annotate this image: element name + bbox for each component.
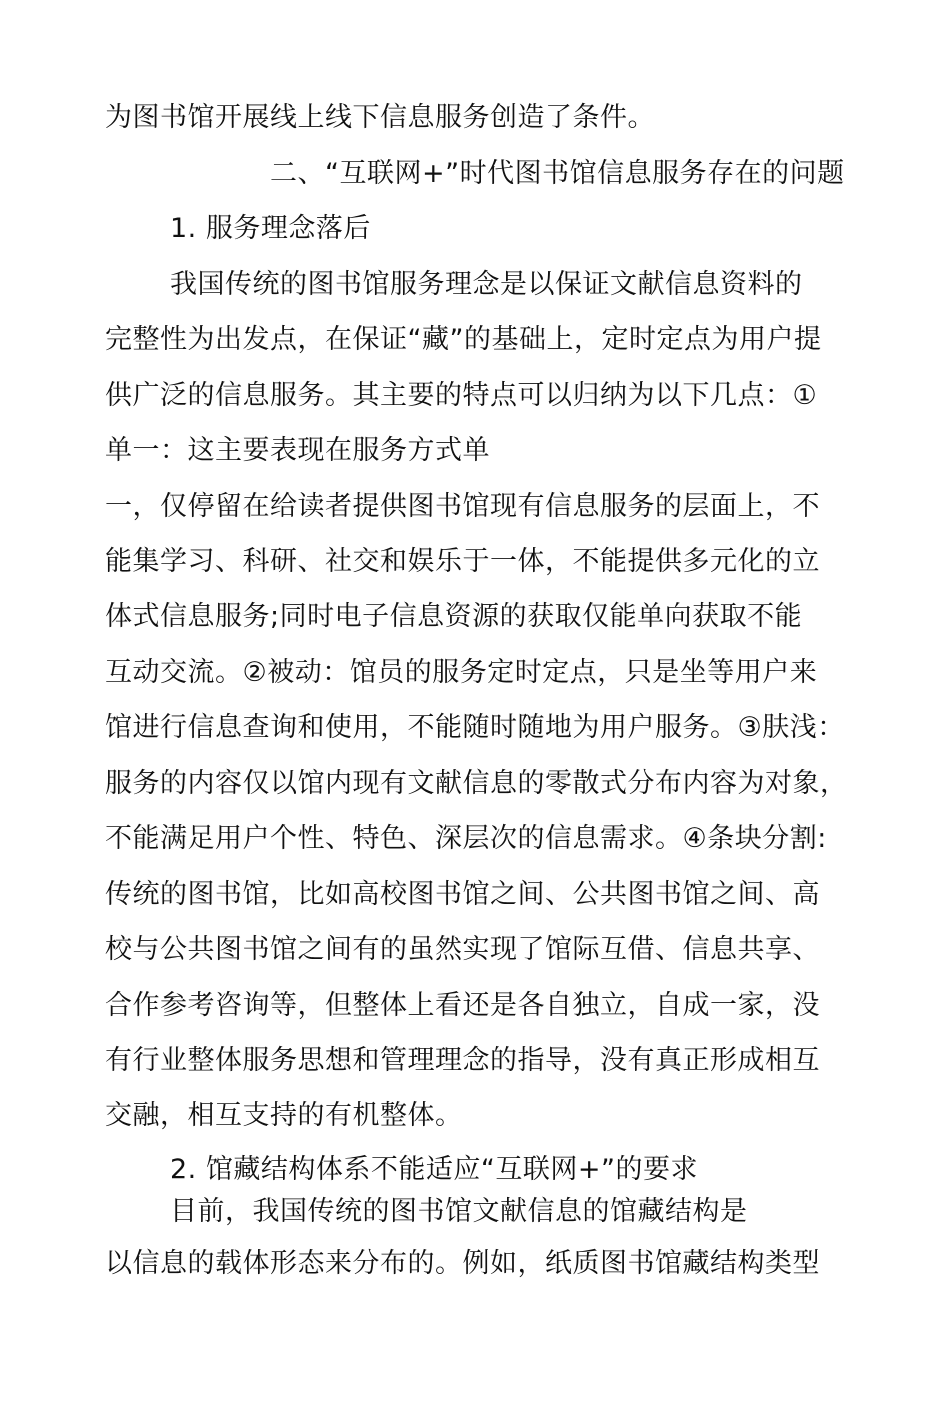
body-text-line: 服务的内容仅以馆内现有文献信息的零散式分布内容为对象， (105, 768, 848, 799)
body-text-line: 能集学习、科研、社交和娱乐于一体，不能提供多元化的立 (105, 546, 820, 577)
body-text-line: 有行业整体服务思想和管理理念的指导，没有真正形成相互 (105, 1045, 820, 1076)
body-text-line: 传统的图书馆，比如高校图书馆之间、公共图书馆之间、高 (105, 879, 820, 910)
body-text-line: 合作参考咨询等，但整体上看还是各自独立，自成一家，没 (105, 990, 820, 1021)
body-text-line: 不能满足用户个性、特色、深层次的信息需求。④条块分割: (105, 823, 827, 854)
body-text-line: 馆进行信息查询和使用，不能随时随地为用户服务。③肤浅： (105, 712, 845, 743)
body-text-line: 体式信息服务;同时电子信息资源的获取仅能单向获取不能 (105, 601, 803, 632)
body-text-line: 目前，我国传统的图书馆文献信息的馆藏结构是 (170, 1196, 748, 1227)
body-text-line: 供广泛的信息服务。其主要的特点可以归纳为以下几点：① (105, 380, 818, 411)
subsection-heading: 2. 馆藏结构体系不能适应“互联网+”的要求 (170, 1154, 698, 1185)
body-text-line: 交融，相互支持的有机整体。 (105, 1100, 463, 1131)
section-heading: 二、“互联网+”时代图书馆信息服务存在的问题 (270, 158, 845, 189)
body-text-line: 完整性为出发点，在保证“藏”的基础上，定时定点为用户提 (105, 324, 822, 355)
subsection-heading: 1. 服务理念落后 (170, 213, 371, 244)
body-text-line: 校与公共图书馆之间有的虽然实现了馆际互借、信息共享、 (105, 934, 820, 965)
body-text-line: 我国传统的图书馆服务理念是以保证文献信息资料的 (170, 269, 803, 300)
body-text-line: 以信息的载体形态来分布的。例如，纸质图书馆藏结构类型 (105, 1248, 820, 1279)
body-text-line: 互动交流。②被动：馆员的服务定时定点，只是坐等用户来 (105, 657, 818, 688)
body-text-line: 单一：这主要表现在服务方式单 (105, 435, 490, 466)
body-text-line: 为图书馆开展线上线下信息服务创造了条件。 (105, 102, 655, 133)
body-text-line: 一，仅停留在给读者提供图书馆现有信息服务的层面上，不 (105, 491, 820, 522)
